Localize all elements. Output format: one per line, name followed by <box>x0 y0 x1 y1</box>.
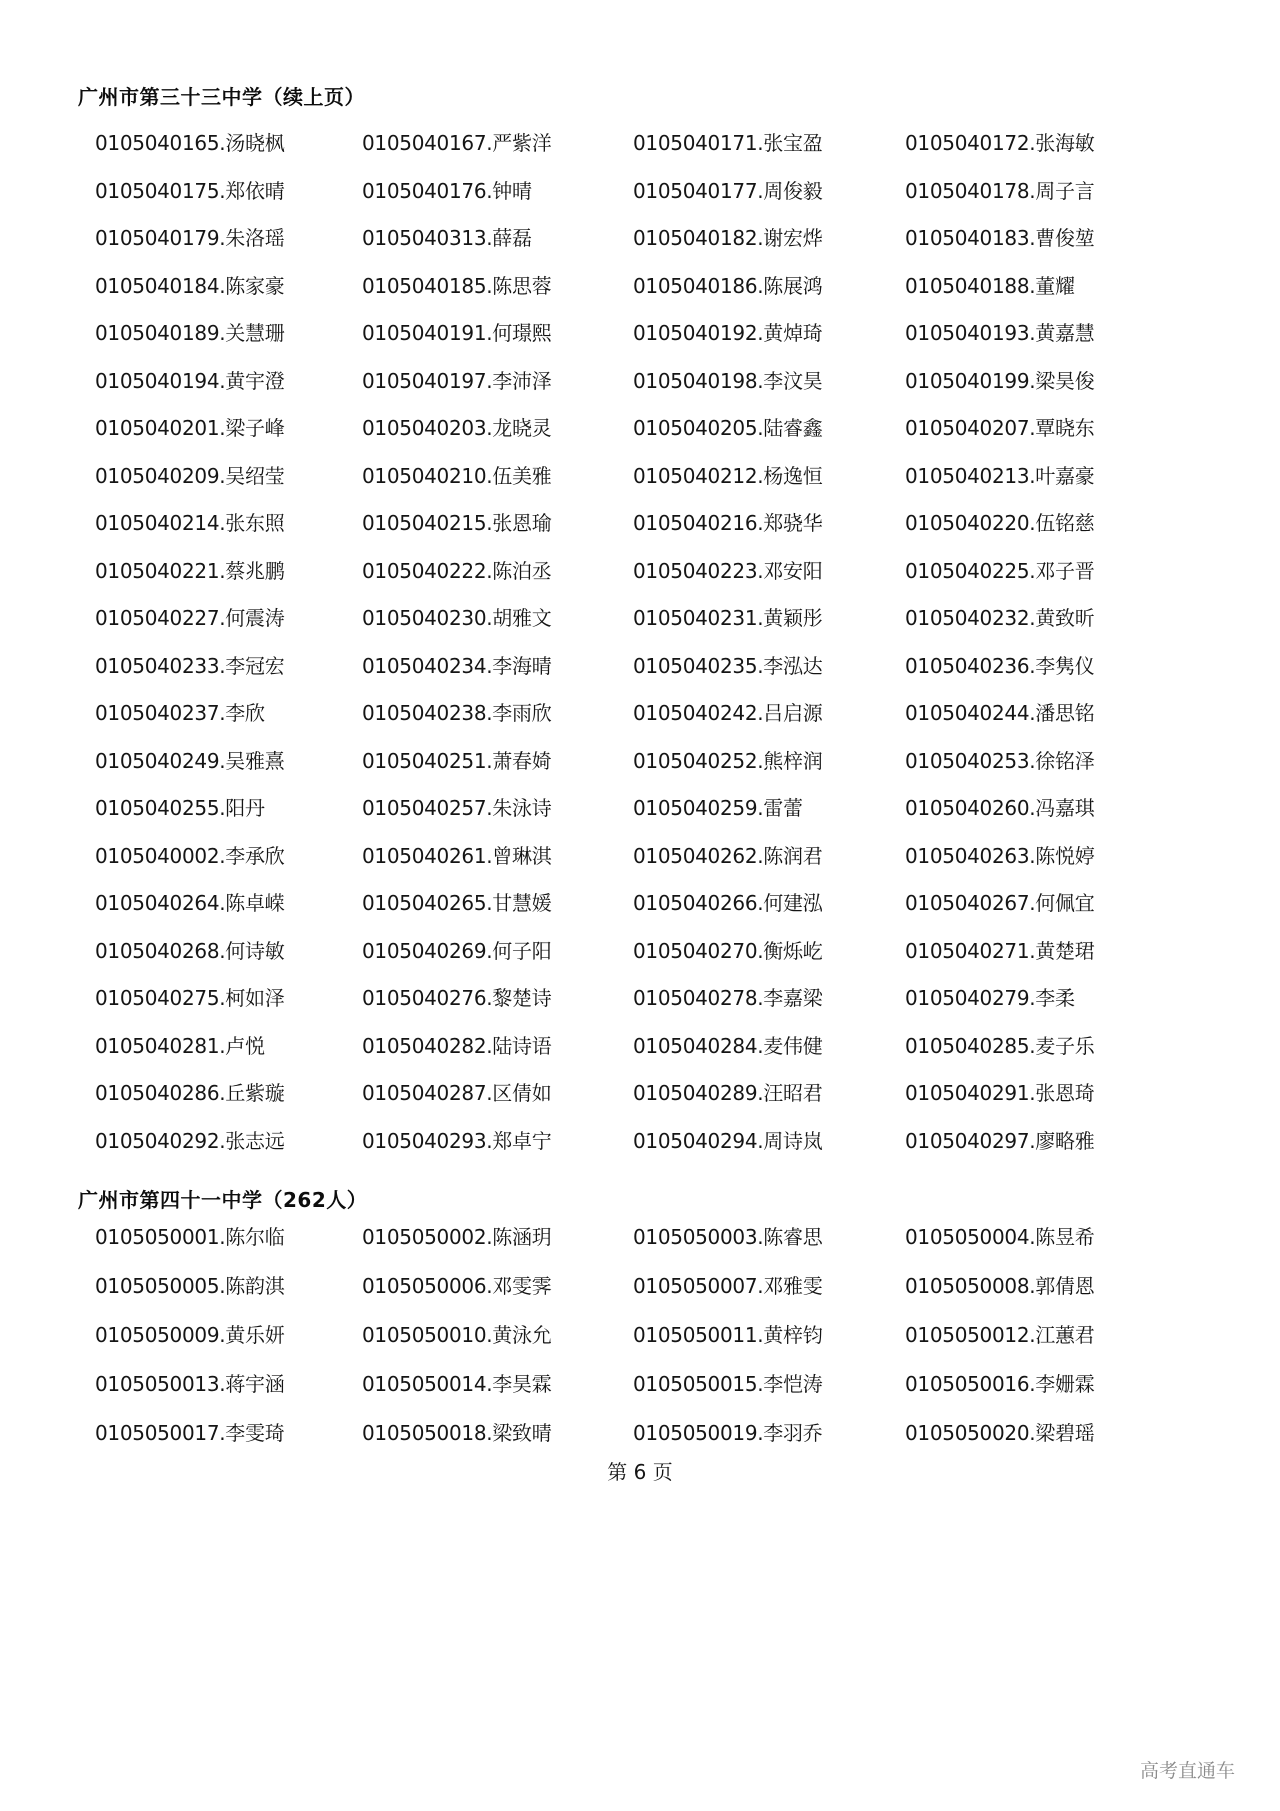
student-entry: 0105050007.邓雅雯 <box>633 1274 823 1298</box>
table-row <box>0 271 1280 301</box>
student-entry: 0105050002.陈涵玥 <box>362 1225 552 1249</box>
table-row <box>0 936 1280 966</box>
student-entry: 0105050004.陈昱希 <box>905 1225 1095 1249</box>
student-entry: 0105040282.陆诗语 <box>362 1034 552 1058</box>
student-entry: 0105050013.蒋宇涵 <box>95 1372 285 1396</box>
student-entry: 0105040276.黎楚诗 <box>362 986 552 1010</box>
student-entry: 0105040198.李汶昊 <box>633 369 823 393</box>
student-entry: 0105040183.曹俊堃 <box>905 226 1095 250</box>
student-entry: 0105040171.张宝盈 <box>633 131 823 155</box>
student-entry: 0105040269.何子阳 <box>362 939 552 963</box>
student-entry: 0105040188.董耀 <box>905 274 1075 298</box>
table-row <box>0 1222 1280 1252</box>
student-entry: 0105050001.陈尔临 <box>95 1225 285 1249</box>
student-entry: 0105050018.梁致晴 <box>362 1421 552 1445</box>
table-row <box>0 1078 1280 1108</box>
student-entry: 0105040199.梁昊俊 <box>905 369 1095 393</box>
student-entry: 0105040238.李雨欣 <box>362 701 552 725</box>
student-entry: 0105040270.衡烁屹 <box>633 939 823 963</box>
student-entry: 0105040201.梁子峰 <box>95 416 285 440</box>
table-row <box>0 128 1280 158</box>
table-row <box>0 461 1280 491</box>
student-entry: 0105040182.谢宏烨 <box>633 226 823 250</box>
student-entry: 0105040267.何佩宜 <box>905 891 1095 915</box>
student-entry: 0105040165.汤晓枫 <box>95 131 285 155</box>
student-entry: 0105040207.覃晓东 <box>905 416 1095 440</box>
student-entry: 0105040257.朱泳诗 <box>362 796 552 820</box>
table-row <box>0 888 1280 918</box>
student-entry: 0105050012.江蕙君 <box>905 1323 1095 1347</box>
student-entry: 0105040214.张东照 <box>95 511 285 535</box>
student-entry: 0105040192.黄焯琦 <box>633 321 823 345</box>
table-row <box>0 603 1280 633</box>
student-entry: 0105040185.陈思蓉 <box>362 274 552 298</box>
student-entry: 0105040281.卢悦 <box>95 1034 265 1058</box>
student-entry: 0105040215.张恩瑜 <box>362 511 552 535</box>
student-entry: 0105040213.叶嘉豪 <box>905 464 1095 488</box>
student-entry: 0105040291.张恩琦 <box>905 1081 1095 1105</box>
student-entry: 0105040265.甘慧媛 <box>362 891 552 915</box>
student-entry: 0105040234.李海晴 <box>362 654 552 678</box>
student-entry: 0105040189.关慧珊 <box>95 321 285 345</box>
table-row <box>0 983 1280 1013</box>
student-entry: 0105040285.麦子乐 <box>905 1034 1095 1058</box>
student-entry: 0105040167.严紫洋 <box>362 131 552 155</box>
student-entry: 0105040212.杨逸恒 <box>633 464 823 488</box>
student-entry: 0105040287.区倩如 <box>362 1081 552 1105</box>
student-entry: 0105040297.廖略雅 <box>905 1129 1095 1153</box>
table-row <box>0 413 1280 443</box>
student-entry: 0105040251.萧春婍 <box>362 749 552 773</box>
student-entry: 0105040203.龙晓灵 <box>362 416 552 440</box>
student-entry: 0105040268.何诗敏 <box>95 939 285 963</box>
table-row <box>0 1320 1280 1350</box>
student-entry: 0105040286.丘紫璇 <box>95 1081 285 1105</box>
student-entry: 0105040230.胡雅文 <box>362 606 552 630</box>
section-heading: 广州市第四十一中学（262人） <box>78 1188 368 1212</box>
student-entry: 0105040210.伍美雅 <box>362 464 552 488</box>
student-entry: 0105040259.雷蕾 <box>633 796 803 820</box>
student-entry: 0105040232.黄致昕 <box>905 606 1095 630</box>
student-entry: 0105040261.曾琳淇 <box>362 844 552 868</box>
table-row <box>0 318 1280 348</box>
student-entry: 0105040284.麦伟健 <box>633 1034 823 1058</box>
table-row <box>0 793 1280 823</box>
student-entry: 0105050015.李恺涛 <box>633 1372 823 1396</box>
student-entry: 0105050014.李昊霖 <box>362 1372 552 1396</box>
table-row <box>0 841 1280 871</box>
student-entry: 0105040233.李冠宏 <box>95 654 285 678</box>
table-row <box>0 366 1280 396</box>
table-row <box>0 1418 1280 1448</box>
student-entry: 0105040184.陈家豪 <box>95 274 285 298</box>
student-entry: 0105040260.冯嘉琪 <box>905 796 1095 820</box>
student-entry: 0105040216.郑骁华 <box>633 511 823 535</box>
student-entry: 0105040278.李嘉梁 <box>633 986 823 1010</box>
student-entry: 0105040177.周俊毅 <box>633 179 823 203</box>
student-entry: 0105050008.郭倩恩 <box>905 1274 1095 1298</box>
student-entry: 0105040244.潘思铭 <box>905 701 1095 725</box>
student-entry: 0105040197.李沛泽 <box>362 369 552 393</box>
student-entry: 0105040279.李柔 <box>905 986 1075 1010</box>
student-entry: 0105040172.张海敏 <box>905 131 1095 155</box>
student-entry: 0105040289.汪昭君 <box>633 1081 823 1105</box>
student-entry: 0105050011.黄梓钧 <box>633 1323 823 1347</box>
student-entry: 0105040225.邓子晋 <box>905 559 1095 583</box>
student-entry: 0105040221.蔡兆鹏 <box>95 559 285 583</box>
table-row <box>0 698 1280 728</box>
student-entry: 0105040231.黄颖彤 <box>633 606 823 630</box>
student-entry: 0105050010.黄泳允 <box>362 1323 552 1347</box>
table-row <box>0 1369 1280 1399</box>
student-entry: 0105040179.朱洛瑶 <box>95 226 285 250</box>
student-entry: 0105040252.熊梓润 <box>633 749 823 773</box>
watermark-text: 高考直通车 <box>1140 1760 1236 1782</box>
table-row <box>0 556 1280 586</box>
table-row <box>0 1031 1280 1061</box>
student-entry: 0105040209.吴绍莹 <box>95 464 285 488</box>
table-row <box>0 651 1280 681</box>
student-entry: 0105050005.陈韵淇 <box>95 1274 285 1298</box>
student-entry: 0105040220.伍铭慈 <box>905 511 1095 535</box>
student-entry: 0105040255.阳丹 <box>95 796 265 820</box>
student-entry: 0105040176.钟晴 <box>362 179 532 203</box>
student-entry: 0105040193.黄嘉慧 <box>905 321 1095 345</box>
student-entry: 0105040292.张志远 <box>95 1129 285 1153</box>
table-row <box>0 1126 1280 1156</box>
student-entry: 0105040263.陈悦婷 <box>905 844 1095 868</box>
table-row <box>0 746 1280 776</box>
student-entry: 0105040266.何建泓 <box>633 891 823 915</box>
table-row <box>0 176 1280 206</box>
student-entry: 0105040178.周子言 <box>905 179 1095 203</box>
student-entry: 0105040002.李承欣 <box>95 844 285 868</box>
student-entry: 0105040249.吴雅熹 <box>95 749 285 773</box>
student-entry: 0105040235.李泓达 <box>633 654 823 678</box>
student-entry: 0105040205.陆睿鑫 <box>633 416 823 440</box>
student-entry: 0105040222.陈泊丞 <box>362 559 552 583</box>
student-entry: 0105050006.邓雯霁 <box>362 1274 552 1298</box>
student-entry: 0105050016.李姗霖 <box>905 1372 1095 1396</box>
page-number: 第 6 页 <box>607 1460 673 1484</box>
student-entry: 0105040313.薛磊 <box>362 226 532 250</box>
student-entry: 0105040194.黄宇澄 <box>95 369 285 393</box>
student-entry: 0105050003.陈睿思 <box>633 1225 823 1249</box>
student-entry: 0105040271.黄楚珺 <box>905 939 1095 963</box>
table-row <box>0 508 1280 538</box>
student-entry: 0105040223.邓安阳 <box>633 559 823 583</box>
student-entry: 0105040191.何璟熙 <box>362 321 552 345</box>
student-entry: 0105040293.郑卓宁 <box>362 1129 552 1153</box>
student-entry: 0105050017.李雯琦 <box>95 1421 285 1445</box>
student-entry: 0105040262.陈润君 <box>633 844 823 868</box>
student-entry: 0105040237.李欣 <box>95 701 265 725</box>
student-entry: 0105040236.李隽仪 <box>905 654 1095 678</box>
student-entry: 0105050009.黄乐妍 <box>95 1323 285 1347</box>
table-row <box>0 1271 1280 1301</box>
table-row <box>0 223 1280 253</box>
student-entry: 0105040264.陈卓嵘 <box>95 891 285 915</box>
student-entry: 0105040227.何震涛 <box>95 606 285 630</box>
student-entry: 0105040242.吕启源 <box>633 701 823 725</box>
student-entry: 0105040186.陈展鸿 <box>633 274 823 298</box>
student-entry: 0105040175.郑依晴 <box>95 179 285 203</box>
student-entry: 0105050020.梁碧瑶 <box>905 1421 1095 1445</box>
student-entry: 0105040253.徐铭泽 <box>905 749 1095 773</box>
section-heading: 广州市第三十三中学（续上页） <box>78 85 365 109</box>
student-entry: 0105040275.柯如泽 <box>95 986 285 1010</box>
student-entry: 0105050019.李羽乔 <box>633 1421 823 1445</box>
student-entry: 0105040294.周诗岚 <box>633 1129 823 1153</box>
